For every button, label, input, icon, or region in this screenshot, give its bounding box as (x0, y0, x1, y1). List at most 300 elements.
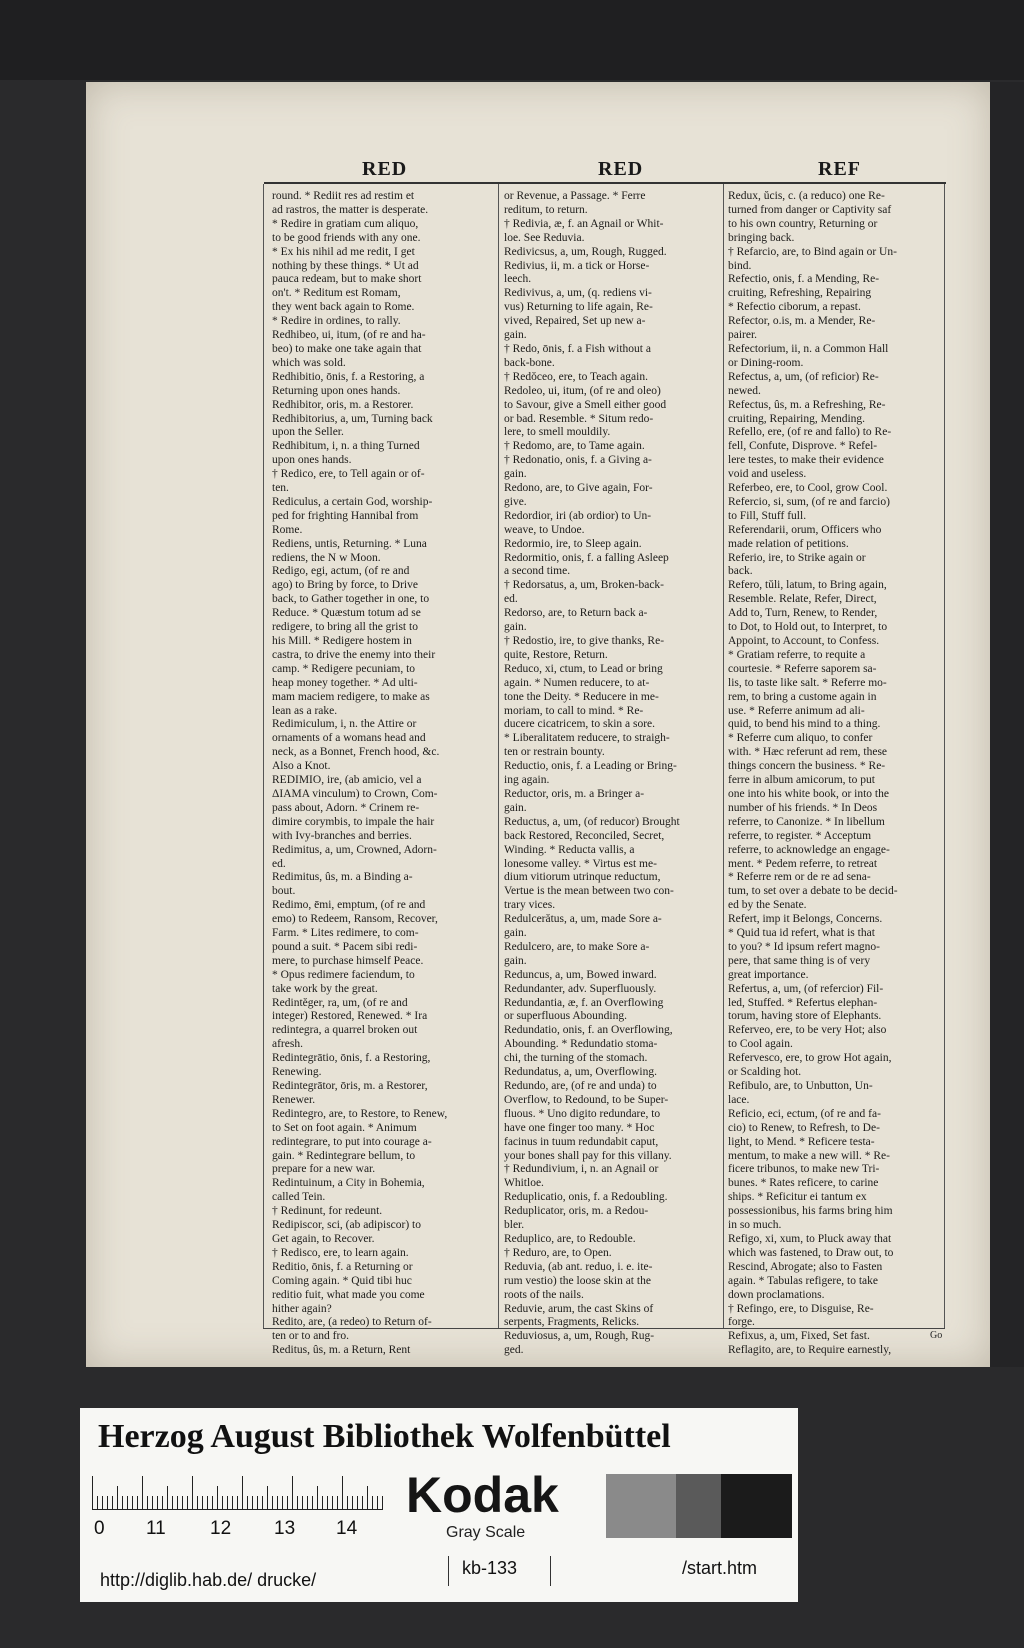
ruler-tick (92, 1476, 93, 1510)
running-header (264, 158, 946, 184)
ruler-tick (202, 1496, 203, 1510)
entry-line: or Dining-room. (728, 356, 804, 369)
scan-background-top (0, 0, 1024, 80)
ruler-tick (347, 1496, 348, 1510)
ruler-tick (317, 1486, 318, 1510)
entry-line: REDIMIO, ire, (ab amicio, vel a (272, 774, 422, 787)
entry-line: or Revenue, a Passage. * Ferre (504, 190, 646, 202)
entry-line: vus) Returning to life again, Re- (504, 301, 653, 314)
entry-line: rum vestio) the loose skin at the (504, 1274, 651, 1287)
entry-line: ad rastros, the matter is desperate. (272, 203, 429, 216)
entry-line: † Redundivium, i, n. an Agnail or (504, 1163, 659, 1176)
ruler-tick (377, 1496, 378, 1510)
entry-line: Reflagito, are, to Require earnestly, (728, 1344, 892, 1357)
entry-line: * Quid tua id refert, what is that (728, 927, 875, 940)
ruler-tick (382, 1496, 383, 1510)
entry-line: gain. (504, 468, 527, 481)
entry-line: lis, to taste like salt. * Referre mo- (728, 676, 887, 689)
entry-line: Redimiculum, i, n. the Attire or (272, 718, 417, 731)
entry-line: your bones shall pay for this villany. (504, 1149, 672, 1162)
entry-line: Reduvie, arum, the cast Skins of (504, 1302, 654, 1315)
ruler-tick (367, 1486, 368, 1510)
ruler-tick (197, 1496, 198, 1510)
page-edge-shadow (990, 82, 1024, 1367)
entry-line: turned from danger or Captivity saf (728, 203, 892, 216)
entry-line: moriam, to call to mind. * Re- (504, 704, 644, 717)
entry-line: serpents, Fragments, Relicks. (504, 1316, 640, 1329)
entry-line: camp. * Redigere pecuniam, to (272, 662, 416, 675)
entry-line: Redoleo, ui, itum, (of re and oleo) (504, 384, 661, 397)
ruler-tick (107, 1496, 108, 1510)
entry-line: Overflow, to Redound, to be Super- (504, 1093, 669, 1106)
entry-line: † Redico, ere, to Tell again or of- (272, 468, 425, 481)
entry-line: Redimitus, a, um, Crowned, Adorn- (272, 843, 437, 856)
entry-line: ships. * Reficitur ei tantum ex (728, 1191, 867, 1204)
entry-line: roots of the nails. (504, 1288, 584, 1301)
entry-line: emo) to Redeem, Ransom, Recover, (272, 913, 438, 926)
entry-line: Coming again. * Quid tibi huc (272, 1274, 412, 1287)
entry-line: dimire corymbis, to impale the hair (272, 815, 435, 828)
entry-line: Refert, imp it Belongs, Concerns. (728, 913, 883, 926)
entry-line: Redhibitum, i, n. a thing Turned (272, 440, 420, 453)
dictionary-column-1 (272, 190, 494, 1357)
library-name: Herzog August Bibliothek Wolfenbüttel (98, 1418, 671, 1455)
entry-line: pass about, Adorn. * Crinem re- (272, 801, 420, 814)
entry-line: lace. (728, 1093, 750, 1106)
ruler-tick (102, 1496, 103, 1510)
entry-line: ΔΙΑΜΑ vinculum) to Crown, Com- (272, 787, 438, 800)
entry-line: pauca redeam, but to make short (272, 273, 422, 286)
entry-line: forge. (728, 1316, 755, 1329)
entry-line: bunes. * Rates reficere, to carine (728, 1177, 879, 1190)
entry-line: heap money together. * Ad ulti- (272, 676, 418, 689)
ruler-tick (157, 1496, 158, 1510)
entry-line: Refectorium, ii, n. a Common Hall (728, 342, 889, 355)
entry-line: Refector, o.is, m. a Mender, Re- (728, 315, 876, 328)
entry-line: with. * Hæc referunt ad rem, these (728, 746, 888, 759)
ruler-tick (287, 1496, 288, 1510)
ruler-tick (312, 1496, 313, 1510)
entry-line: Redintegrātio, ōnis, f. a Restoring, (272, 1052, 431, 1065)
entry-line: bout. (272, 885, 296, 898)
entry-line: Redundo, are, (of re and unda) to (504, 1080, 657, 1092)
entry-line: Refixus, a, um, Fixed, Set fast. (728, 1330, 870, 1343)
entry-line: Farm. * Lites redimere, to com- (272, 927, 419, 940)
ruler-tick (237, 1496, 238, 1510)
entry-line: possessionibus, his farms bring him (728, 1205, 893, 1218)
entry-line: Get again, to Recover. (272, 1232, 375, 1245)
entry-line: mere, to purchase himself Peace. (272, 954, 424, 967)
entry-line: † Refingo, ere, to Disguise, Re- (728, 1302, 874, 1315)
ruler-tick (167, 1486, 168, 1510)
entry-line: Refibulo, are, to Unbutton, Un- (728, 1080, 873, 1092)
entry-line: redintegra, a quarrel broken out (272, 1024, 418, 1037)
ruler-tick (207, 1496, 208, 1510)
entry-line: redintegrare, to put into courage a- (272, 1135, 432, 1148)
start-page-link: /start.htm (682, 1558, 758, 1578)
ruler-tick (132, 1496, 133, 1510)
entry-line: Reficio, eci, ectum, (of re and fa- (728, 1107, 881, 1120)
ruler-tick (137, 1496, 138, 1510)
entry-line: Refectio, onis, f. a Mending, Re- (728, 273, 880, 286)
ruler-tick (267, 1486, 268, 1510)
entry-line: pound a suit. * Pacem sibi redi- (272, 940, 418, 953)
ruler-tick (327, 1496, 328, 1510)
entry-line: ged. (504, 1344, 524, 1357)
entry-line: dium vitiorum utrinque reductum, (504, 871, 661, 884)
entry-line: light, to Mend. * Reficere testa- (728, 1135, 875, 1148)
entry-line: * Liberalitatem reducere, to straigh- (504, 732, 670, 745)
entry-line: neck, as a Bonnet, French hood, &c. (272, 746, 440, 759)
entry-line: Redintegrātor, ōris, m. a Restorer, (272, 1080, 428, 1092)
entry-line: again. * Tabulas refigere, to take (728, 1274, 879, 1287)
entry-line: ed. (504, 593, 518, 606)
entry-line: Redundatus, a, um, Overflowing. (504, 1066, 657, 1079)
entry-line: Referio, ire, to Strike again or (728, 551, 866, 564)
entry-line: * Redire in gratiam cum aliquo, (272, 217, 419, 230)
entry-line: ing again. (504, 774, 550, 787)
entry-line: courtesie. * Referre saporem sa- (728, 662, 877, 675)
entry-line: a second time. (504, 565, 571, 578)
entry-line: use. * Referre animum ad ali- (728, 704, 865, 717)
entry-line: gain. * Redintegrare bellum, to (272, 1149, 416, 1162)
entry-line: or Scalding hot. (728, 1066, 802, 1079)
ruler-number: 12 (210, 1518, 232, 1539)
entry-line: Refervesco, ere, to grow Hot again, (728, 1052, 892, 1065)
ruler-tick (212, 1496, 213, 1510)
entry-line: rediens, the N w Moon. (272, 551, 381, 564)
entry-line: Referendarii, orum, Officers who (728, 523, 882, 536)
ruler-tick (122, 1496, 123, 1510)
entry-line: † Redo, ōnis, f. a Fish without a (504, 342, 651, 355)
entry-line: quid, to bend his mind to a thing. (728, 718, 881, 731)
entry-line: † Redomo, are, to Tame again. (504, 440, 645, 453)
ruler-tick (187, 1496, 188, 1510)
ruler-tick (362, 1496, 363, 1510)
entry-line: reditum, to return. (504, 203, 588, 216)
entry-line: afresh. (272, 1038, 303, 1051)
folio-number: Go (930, 1330, 943, 1341)
entry-line: Redivius, ii, m. a tick or Horse- (504, 259, 650, 272)
entry-line: trary vices. (504, 899, 556, 912)
entry-line: integer) Restored, Renewed. * Ira (272, 1010, 428, 1023)
entry-line: Redintuinum, a City in Bohemia, (272, 1177, 425, 1190)
entry-line: Whitloe. (504, 1177, 544, 1190)
entry-line: Redulcerătus, a, um, made Sore a- (504, 913, 662, 926)
entry-line: ped for frighting Hannibal from (272, 509, 419, 522)
entry-line: Reduncus, a, um, Bowed inward. (504, 968, 657, 981)
entry-line: Redintĕger, ra, um, (of re and (272, 996, 408, 1009)
ruler-tick (272, 1496, 273, 1510)
entry-line: mam maciem redigere, to make as (272, 690, 430, 703)
entry-line: cruiting, Repairing, Mending. (728, 412, 866, 425)
entry-line: Redulcero, are, to make Sore a- (504, 940, 650, 953)
entry-line: ferre in album amicorum, to put (728, 774, 875, 787)
column-rule-left (263, 184, 264, 1329)
running-head-center: RED (598, 158, 644, 180)
entry-line: to Dot, to Hold out, to Interpret, to (728, 621, 888, 634)
entry-line: weave, to Undoe. (504, 523, 585, 536)
entry-line: Redhibeo, ui, itum, (of re and ha- (272, 329, 426, 342)
entry-line: Redundanter, adv. Superfluously. (504, 982, 657, 995)
ruler-tick (152, 1496, 153, 1510)
entry-line: Also a Knot. (272, 760, 331, 773)
entry-line: Refectus, a, um, (of reficior) Re- (728, 370, 879, 383)
ruler-tick (332, 1496, 333, 1510)
entry-line: Redito, are, (a redeo) to Return of- (272, 1316, 432, 1329)
entry-line: Vertue is the mean between two con- (504, 885, 674, 898)
entry-line: gain. (504, 927, 527, 940)
entry-line: have one finger too many. * Hoc (504, 1121, 655, 1134)
ruler-number: 13 (274, 1518, 296, 1539)
entry-line: † Redŏceo, ere, to Teach again. (504, 370, 648, 383)
entry-line: Redintegro, are, to Restore, to Renew, (272, 1107, 448, 1120)
entry-line: gain. (504, 621, 527, 634)
entry-line: to Cool again. (728, 1038, 793, 1051)
entry-line: bringing back. (728, 231, 795, 244)
entry-line: Appoint, to Account, to Confess. (728, 635, 880, 647)
entry-line: Redordior, iri (ab ordior) to Un- (504, 509, 652, 522)
entry-line: facinus in tuum redundabit caput, (504, 1135, 659, 1148)
entry-line: gain. (504, 801, 527, 814)
entry-line: prepare for a new war. (272, 1163, 376, 1176)
entry-line: ducere cicatricem, to skin a sore. (504, 718, 656, 731)
entry-line: Reduvia, (ab ant. reduo, i. e. ite- (504, 1260, 653, 1273)
running-head-right: REF (818, 158, 861, 180)
entry-line: Abounding. * Redundatio stoma- (504, 1038, 658, 1051)
entry-line: his Mill. * Redigere hostem in (272, 635, 412, 647)
entry-line: * Opus redimere faciendum, to (272, 968, 415, 981)
entry-line: they went back again to Rome. (272, 301, 415, 314)
entry-line: Redigo, egi, actum, (of re and (272, 565, 410, 578)
entry-line: * Referre cum aliquo, to confer (728, 732, 873, 745)
entry-line: tum, to set over a debate to be decid- (728, 885, 898, 898)
entry-line: chi, the turning of the stomach. (504, 1052, 648, 1065)
ruler-tick (372, 1496, 373, 1510)
entry-line: Redhibitor, oris, m. a Restorer. (272, 398, 414, 411)
entry-line: † Redonatio, onis, f. a Giving a- (504, 454, 652, 467)
entry-line: Redono, are, to Give again, For- (504, 482, 653, 495)
entry-line: Resemble. Relate, Refer, Direct, (728, 593, 877, 606)
entry-line: bler. (504, 1219, 525, 1232)
entry-line: Reductus, a, um, (of reducor) Brought (504, 815, 680, 828)
ruler-tick (222, 1496, 223, 1510)
entry-line: lere testes, to make their evidence (728, 454, 884, 467)
ruler-tick (277, 1496, 278, 1510)
entry-line: made relation of petitions. (728, 537, 849, 550)
entry-line: † Redisco, ere, to learn again. (272, 1246, 409, 1259)
ruler-tick (172, 1496, 173, 1510)
dictionary-column-3 (728, 190, 940, 1357)
ruler-number: 0 (94, 1518, 105, 1539)
entry-line: cruiting, Refreshing, Repairing (728, 287, 872, 300)
entry-line: Reduplico, are, to Redouble. (504, 1232, 636, 1245)
gray-swatch-dark (721, 1474, 792, 1538)
entry-line: to you? * Id ipsum refert magno- (728, 940, 881, 953)
entry-line: round. * Rediit res ad restim et (272, 190, 415, 202)
entry-line: Redivicsus, a, um, Rough, Rugged. (504, 245, 667, 258)
entry-line: * Referre rem or de re ad sena- (728, 871, 871, 884)
ruler-tick (307, 1496, 308, 1510)
entry-line: Redorso, are, to Return back a- (504, 607, 648, 620)
entry-line: void and useless. (728, 468, 807, 481)
entry-line: * Ex his nihil ad me redit, I get (272, 245, 415, 258)
ruler-tick (247, 1496, 248, 1510)
entry-line: back, to Gather together in one, to (272, 593, 430, 606)
entry-line: ten or restrain bounty. (504, 746, 605, 759)
entry-line: gain. (504, 329, 527, 342)
entry-line: rem, to bring a custome again in (728, 690, 877, 703)
entry-line: Redimo, ēmi, emptum, (of re and (272, 899, 426, 912)
ruler-tick (292, 1476, 293, 1510)
entry-line: † Refarcio, are, to Bind again or Un- (728, 245, 897, 258)
card-divider (550, 1556, 551, 1586)
entry-line: Renewing. (272, 1066, 322, 1079)
entry-line: castra, to drive the enemy into their (272, 648, 436, 661)
entry-line: * Gratiam referre, to requite a (728, 648, 866, 661)
entry-line: gain. (504, 954, 527, 967)
entry-line: referre, to acknowledge an engage- (728, 843, 890, 856)
entry-line: which was sold. (272, 356, 346, 369)
ruler-tick (322, 1496, 323, 1510)
entry-line: lonesome valley. * Virtus est me- (504, 857, 657, 870)
ruler-tick (282, 1496, 283, 1510)
entry-line: Redux, ŭcis, c. (a reduco) one Re- (728, 190, 885, 202)
entry-line: on't. * Reditum est Romam, (272, 287, 401, 300)
entry-line: Reductio, onis, f. a Leading or Bring- (504, 760, 677, 773)
entry-line: number of his friends. * In Deos (728, 801, 878, 814)
entry-line: † Reduro, are, to Open. (504, 1246, 612, 1259)
entry-line: Refercio, si, sum, (of re and farcio) (728, 495, 890, 508)
entry-line: mentum, to make a new will. * Re- (728, 1149, 890, 1162)
entry-line: Redundatio, onis, f. an Overflowing, (504, 1024, 673, 1037)
entry-line: one into his white book, or into the (728, 787, 889, 800)
entry-line: Redhibitio, ōnis, f. a Restoring, a (272, 370, 425, 383)
library-url: http://diglib.hab.de/ drucke/ (100, 1570, 317, 1590)
entry-line: Rome. (272, 523, 303, 536)
shelf-code: kb-133 (462, 1558, 518, 1578)
library-target-card (80, 1408, 798, 1602)
column-rule-1 (498, 184, 499, 1329)
ruler-tick (162, 1496, 163, 1510)
entry-line: Winding. * Reducta vallis, a (504, 843, 635, 856)
entry-line: Rediculus, a certain God, worship- (272, 495, 433, 508)
ruler-tick (147, 1496, 148, 1510)
entry-line: to his own country, Returning or (728, 217, 878, 230)
entry-line: referre, to Canonize. * In libellum (728, 815, 885, 828)
entry-line: * Redire in ordines, to rally. (272, 315, 401, 328)
running-head-left: RED (362, 158, 408, 180)
entry-line: Redormitio, onis, f. a falling Asleep (504, 551, 669, 564)
ruler-tick (242, 1476, 243, 1510)
entry-line: Refero, tŭli, latum, to Bring again, (728, 579, 887, 592)
entry-line: Reduplicatio, onis, f. a Redoubling. (504, 1191, 668, 1204)
ruler-tick (302, 1496, 303, 1510)
ruler-tick (142, 1476, 143, 1510)
entry-line: ornaments of a womans head and (272, 732, 426, 745)
entry-line: Redundantia, æ, f. an Overflowing (504, 996, 664, 1009)
ruler-tick (352, 1496, 353, 1510)
entry-line: Reduplicator, oris, m. a Redou- (504, 1205, 649, 1218)
entry-line: or bad. Resemble. * Situm redo- (504, 412, 654, 425)
entry-line: Redhibitorius, a, um, Turning back (272, 412, 433, 425)
entry-line: again. * Numen reducere, to at- (504, 676, 650, 689)
entry-line: fell, Confute, Disprove. * Refel- (728, 440, 878, 453)
entry-line: to Fill, Stuff full. (728, 509, 807, 522)
measurement-ruler (92, 1476, 382, 1510)
entry-line: † Redivia, æ, f. an Agnail or Whit- (504, 217, 664, 230)
card-divider (448, 1556, 449, 1586)
entry-line: Redipiscor, sci, (ab adipiscor) to (272, 1219, 422, 1232)
entry-line: Refectus, ûs, m. a Refreshing, Re- (728, 398, 886, 411)
ruler-tick (337, 1496, 338, 1510)
gray-scale-label: Gray Scale (446, 1524, 526, 1541)
entry-line: fluous. * Uno digito redundare, to (504, 1107, 661, 1120)
ruler-tick (177, 1496, 178, 1510)
ruler-tick (182, 1496, 183, 1510)
entry-line: with Ivy-branches and berries. (272, 829, 412, 842)
entry-line: Redivivus, a, um, (q. rediens vi- (504, 287, 652, 300)
entry-line: take work by the great. (272, 982, 378, 995)
ruler-tick (357, 1496, 358, 1510)
entry-line: † Redinunt, for redeunt. (272, 1205, 383, 1218)
entry-line: hither again? (272, 1302, 332, 1315)
ruler-tick (252, 1496, 253, 1510)
entry-line: ten or to and fro. (272, 1330, 349, 1343)
entry-line: back. (728, 565, 753, 578)
entry-line: to Savour, give a Smell either good (504, 398, 667, 411)
ruler-tick (262, 1496, 263, 1510)
entry-line: Returning upon ones hands. (272, 384, 401, 397)
entry-line: quite, Restore, Return. (504, 648, 608, 661)
entry-line: Referbeo, ere, to Cool, grow Cool. (728, 482, 888, 495)
entry-line: Referveo, ere, to be very Hot; also (728, 1024, 887, 1037)
entry-line: beo) to make one take again that (272, 342, 422, 355)
entry-line: back-bone. (504, 356, 555, 369)
ruler-tick (217, 1486, 218, 1510)
entry-line: loe. See Reduvia. (504, 231, 585, 244)
entry-line: Add to, Turn, Renew, to Render, (728, 607, 878, 620)
ruler-tick (112, 1496, 113, 1510)
entry-line: to Set on foot again. * Animum (272, 1121, 417, 1134)
entry-line: † Redorsatus, a, um, Broken-back- (504, 579, 665, 592)
entry-line: lere, to smell mouldily. (504, 426, 611, 439)
entry-line: * Refectio ciborum, a repast. (728, 301, 861, 314)
entry-line: Reduce. * Quæstum totum ad se (272, 607, 421, 620)
entry-line: bind. (728, 259, 752, 272)
entry-line: Redimitus, ûs, m. a Binding a- (272, 871, 413, 884)
entry-line: nothing by these things. * Ut ad (272, 259, 419, 272)
entry-line: ficere tribunos, to make new Tri- (728, 1163, 880, 1176)
entry-line: in so much. (728, 1219, 782, 1232)
ruler-number: 11 (146, 1518, 166, 1539)
entry-line: Refello, ere, (of re and fallo) to Re- (728, 426, 892, 439)
entry-line: † Redostio, ire, to give thanks, Re- (504, 635, 665, 647)
dictionary-column-2 (504, 190, 718, 1357)
entry-line: torum, having store of Elephants. (728, 1010, 882, 1023)
entry-line: upon the Seller. (272, 426, 344, 439)
gray-swatch-mid (676, 1474, 721, 1538)
entry-line: ago) to Bring by force, to Drive (272, 579, 418, 592)
entry-line: Rediens, untis, Returning. * Luna (272, 537, 427, 550)
entry-line: Redormio, ire, to Sleep again. (504, 537, 642, 550)
entry-line: great importance. (728, 968, 809, 981)
entry-line: down proclamations. (728, 1288, 825, 1301)
ruler-tick (117, 1486, 118, 1510)
entry-line: leech. (504, 273, 532, 286)
entry-line: lean as a rake. (272, 704, 338, 717)
kodak-logo: Kodak (406, 1467, 559, 1523)
